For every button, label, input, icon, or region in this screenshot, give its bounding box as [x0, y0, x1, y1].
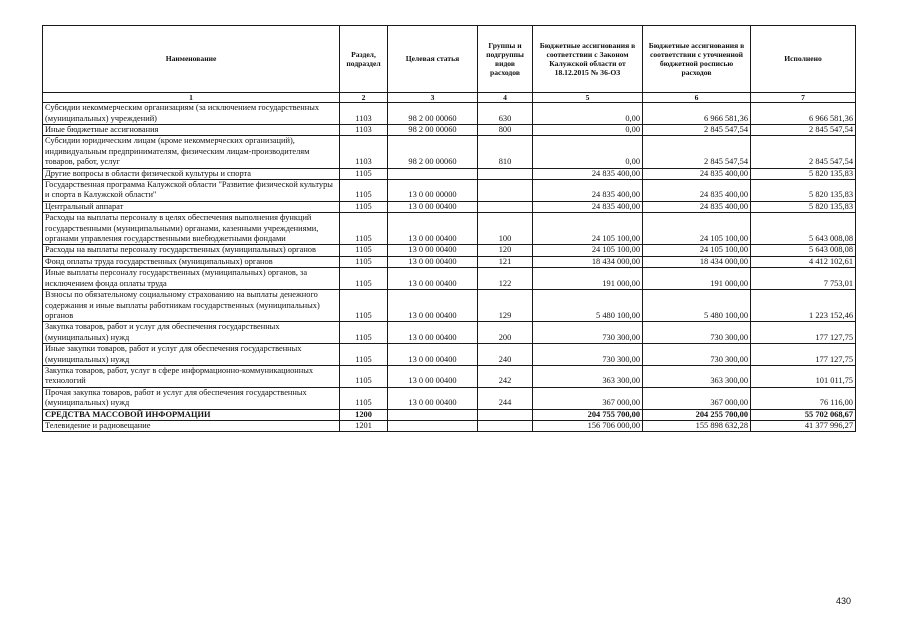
row-expense-group: 120 [478, 245, 533, 256]
header-name: Наименование [43, 26, 340, 93]
row-name: Прочая закупка товаров, работ и услуг для обеспечения государственных (муниципальных) нужд [43, 387, 340, 409]
row-law-amount: 24 835 400,00 [533, 180, 643, 202]
row-name: Закупка товаров, работ, услуг в сфере информационно-коммуникационных технологий [43, 365, 340, 387]
header-section: Раздел, подраздел [340, 26, 388, 93]
row-law-amount: 24 105 100,00 [533, 213, 643, 245]
row-executed-amount: 5 820 135,83 [751, 180, 856, 202]
row-name: Иные выплаты персоналу государственных (муниципальных) органов, за исключением фонда оплаты труда [43, 268, 340, 290]
table-row [43, 344, 856, 366]
row-schedule-amount: 155 898 632,28 [643, 420, 751, 431]
row-schedule-amount: 363 300,00 [643, 365, 751, 387]
row-law-amount: 0,00 [533, 136, 643, 168]
row-expense-group: 240 [478, 344, 533, 366]
row-executed-amount: 2 845 547,54 [751, 125, 856, 136]
column-number: 6 [643, 93, 751, 103]
row-executed-amount: 4 412 102,61 [751, 256, 856, 267]
row-expense-group: 100 [478, 213, 533, 245]
row-section: 1105 [340, 168, 388, 179]
row-name: Фонд оплаты труда государственных (муниципальных) органов [43, 256, 340, 267]
page-number: 430 [836, 596, 852, 606]
row-name: Субсидии некоммерческим организациям (за исключением государственных (муниципальных) учреждений) [43, 103, 340, 125]
row-executed-amount: 177 127,75 [751, 344, 856, 366]
row-law-amount: 24 835 400,00 [533, 168, 643, 179]
row-schedule-amount: 204 255 700,00 [643, 409, 751, 420]
row-section: 1105 [340, 290, 388, 322]
table-row [43, 322, 856, 344]
row-expense-group: 800 [478, 125, 533, 136]
row-name: Расходы на выплаты персоналу в целях обеспечения выполнения функций государственными (муниципальными) органами, казенными учреждениями, органами управления государственными внебюджетными фондами [43, 213, 340, 245]
column-number: 2 [340, 93, 388, 103]
row-name: Иные бюджетные ассигнования [43, 125, 340, 136]
row-section: 1103 [340, 125, 388, 136]
row-law-amount: 18 434 000,00 [533, 256, 643, 267]
row-executed-amount: 41 377 996,27 [751, 420, 856, 431]
row-expense-group: 810 [478, 136, 533, 168]
table-row [43, 245, 856, 256]
row-section: 1105 [340, 201, 388, 212]
row-name: СРЕДСТВА МАССОВОЙ ИНФОРМАЦИИ [43, 409, 340, 420]
table-row [43, 256, 856, 267]
row-target-article: 13 0 00 00400 [388, 290, 478, 322]
row-target-article: 98 2 00 00060 [388, 103, 478, 125]
table-row [43, 268, 856, 290]
row-executed-amount: 2 845 547,54 [751, 136, 856, 168]
table-body [43, 103, 856, 432]
row-expense-group: 630 [478, 103, 533, 125]
row-target-article: 98 2 00 00060 [388, 125, 478, 136]
row-law-amount: 363 300,00 [533, 365, 643, 387]
row-target-article: 13 0 00 00400 [388, 256, 478, 267]
row-schedule-amount: 367 000,00 [643, 387, 751, 409]
row-name: Иные закупки товаров, работ и услуг для обеспечения государственных (муниципальных) нужд [43, 344, 340, 366]
row-name: Государственная программа Калужской области "Развитие физической культуры и спорта в Калужской области" [43, 180, 340, 202]
row-expense-group: 200 [478, 322, 533, 344]
budget-table [42, 25, 856, 432]
row-section: 1105 [340, 213, 388, 245]
row-expense-group: 129 [478, 290, 533, 322]
table-row [43, 213, 856, 245]
row-target-article: 13 0 00 00400 [388, 201, 478, 212]
row-section: 1105 [340, 268, 388, 290]
row-target-article: 13 0 00 00400 [388, 387, 478, 409]
row-executed-amount: 55 702 068,67 [751, 409, 856, 420]
row-expense-group: 244 [478, 387, 533, 409]
column-number: 3 [388, 93, 478, 103]
row-target-article [388, 420, 478, 431]
row-schedule-amount: 730 300,00 [643, 344, 751, 366]
row-target-article: 13 0 00 00400 [388, 365, 478, 387]
row-executed-amount: 76 116,00 [751, 387, 856, 409]
column-number-row [43, 93, 856, 103]
row-target-article: 13 0 00 00400 [388, 213, 478, 245]
row-schedule-amount: 24 835 400,00 [643, 168, 751, 179]
table-row [43, 387, 856, 409]
row-schedule-amount: 2 845 547,54 [643, 125, 751, 136]
row-target-article: 13 0 00 00400 [388, 245, 478, 256]
table-row [43, 290, 856, 322]
row-target-article: 13 0 00 00400 [388, 344, 478, 366]
row-law-amount: 367 000,00 [533, 387, 643, 409]
row-schedule-amount: 6 966 581,36 [643, 103, 751, 125]
row-section: 1105 [340, 256, 388, 267]
row-executed-amount: 5 643 008,08 [751, 213, 856, 245]
row-executed-amount: 5 820 135,83 [751, 201, 856, 212]
row-schedule-amount: 24 835 400,00 [643, 201, 751, 212]
row-law-amount: 0,00 [533, 125, 643, 136]
row-section: 1200 [340, 409, 388, 420]
row-expense-group [478, 409, 533, 420]
row-target-article [388, 409, 478, 420]
header-law: Бюджетные ассигнования в соответствии с Законом Калужской области от 18.12.2015 № 36-ОЗ [533, 26, 643, 93]
column-number: 5 [533, 93, 643, 103]
table-row [43, 125, 856, 136]
row-section: 1103 [340, 103, 388, 125]
row-law-amount: 730 300,00 [533, 322, 643, 344]
row-schedule-amount: 730 300,00 [643, 322, 751, 344]
row-section: 1105 [340, 245, 388, 256]
row-schedule-amount: 18 434 000,00 [643, 256, 751, 267]
row-law-amount: 24 105 100,00 [533, 245, 643, 256]
row-law-amount: 0,00 [533, 103, 643, 125]
row-expense-group [478, 180, 533, 202]
row-target-article: 13 0 00 00400 [388, 322, 478, 344]
row-section: 1105 [340, 180, 388, 202]
row-name: Субсидии юридическим лицам (кроме некоммерческих организаций), индивидуальным предпринимателям, физическим лицам-производителям товаров, работ, услуг [43, 136, 340, 168]
row-target-article: 13 0 00 00400 [388, 268, 478, 290]
row-expense-group [478, 420, 533, 431]
row-executed-amount: 177 127,75 [751, 322, 856, 344]
row-section: 1105 [340, 387, 388, 409]
table-row [43, 136, 856, 168]
row-executed-amount: 1 223 152,46 [751, 290, 856, 322]
header-schedule: Бюджетные ассигнования в соответствии с уточненной бюджетной росписью расходов [643, 26, 751, 93]
column-number: 4 [478, 93, 533, 103]
row-executed-amount: 6 966 581,36 [751, 103, 856, 125]
table-row [43, 103, 856, 125]
row-expense-group: 122 [478, 268, 533, 290]
row-executed-amount: 5 643 008,08 [751, 245, 856, 256]
row-name: Другие вопросы в области физической культуры и спорта [43, 168, 340, 179]
row-section: 1105 [340, 322, 388, 344]
row-executed-amount: 5 820 135,83 [751, 168, 856, 179]
row-target-article: 98 2 00 00060 [388, 136, 478, 168]
row-executed-amount: 7 753,01 [751, 268, 856, 290]
row-schedule-amount: 2 845 547,54 [643, 136, 751, 168]
row-expense-group: 121 [478, 256, 533, 267]
row-schedule-amount: 24 105 100,00 [643, 213, 751, 245]
row-law-amount: 156 706 000,00 [533, 420, 643, 431]
row-expense-group [478, 168, 533, 179]
header-group: Группы и подгруппы видов расходов [478, 26, 533, 93]
row-schedule-amount: 24 835 400,00 [643, 180, 751, 202]
row-name: Взносы по обязательному социальному страхованию на выплаты денежного содержания и иные выплаты работникам государственных (муниципальных) органов [43, 290, 340, 322]
row-name: Расходы на выплаты персоналу государственных (муниципальных) органов [43, 245, 340, 256]
row-schedule-amount: 5 480 100,00 [643, 290, 751, 322]
row-target-article [388, 168, 478, 179]
row-section: 1105 [340, 365, 388, 387]
row-section: 1105 [340, 344, 388, 366]
table-row [43, 420, 856, 431]
row-expense-group: 242 [478, 365, 533, 387]
row-expense-group [478, 201, 533, 212]
table-row [43, 180, 856, 202]
header-target: Целевая статья [388, 26, 478, 93]
row-section: 1103 [340, 136, 388, 168]
row-name: Закупка товаров, работ и услуг для обеспечения государственных (муниципальных) нужд [43, 322, 340, 344]
table-row [43, 365, 856, 387]
table-row [43, 409, 856, 420]
row-target-article: 13 0 00 00000 [388, 180, 478, 202]
header-executed: Исполнено [751, 26, 856, 93]
row-schedule-amount: 24 105 100,00 [643, 245, 751, 256]
row-name: Центральный аппарат [43, 201, 340, 212]
column-number: 1 [43, 93, 340, 103]
table-row [43, 168, 856, 179]
column-number: 7 [751, 93, 856, 103]
row-law-amount: 204 755 700,00 [533, 409, 643, 420]
row-law-amount: 191 000,00 [533, 268, 643, 290]
row-section: 1201 [340, 420, 388, 431]
header-row [43, 26, 856, 93]
row-law-amount: 730 300,00 [533, 344, 643, 366]
row-name: Телевидение и радиовещание [43, 420, 340, 431]
table-row [43, 201, 856, 212]
row-schedule-amount: 191 000,00 [643, 268, 751, 290]
row-executed-amount: 101 011,75 [751, 365, 856, 387]
row-law-amount: 5 480 100,00 [533, 290, 643, 322]
row-law-amount: 24 835 400,00 [533, 201, 643, 212]
